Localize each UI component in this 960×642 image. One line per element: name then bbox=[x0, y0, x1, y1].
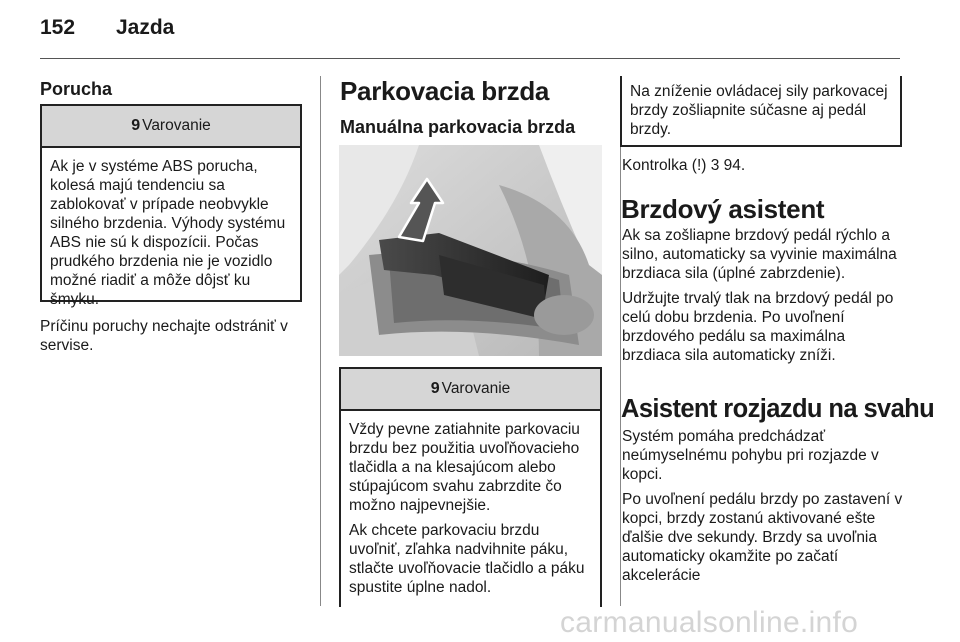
brake-assist-text bbox=[622, 226, 906, 371]
heading-brzdovy-asistent: Brzdový asistent bbox=[621, 194, 825, 224]
subheading-manualna: Manuálna parkovacia brzda bbox=[340, 117, 576, 137]
heading-hill-start-assist: Asistent rozjazdu na svahu bbox=[621, 395, 935, 423]
note-box bbox=[620, 76, 902, 147]
column-divider-right bbox=[620, 76, 621, 606]
warning-icon: 9 bbox=[430, 380, 440, 397]
hill-start-paragraph-2: Po uvoľnení pedálu brzdy po zastavení v kopci, brzdy zostanú aktivované ešte ďalšie dve sekundy. Brzdy sa uvoľnia automaticky okamžite po začatí akcelerácie bbox=[622, 491, 903, 584]
service-text: Príčinu poruchy nechajte odstrániť v servise. bbox=[40, 318, 288, 354]
section-title: Jazda bbox=[116, 16, 175, 39]
warning-paragraph-1: Vždy pevne zatiahnite parkovaciu brzdu bez použitia uvoľňovacieho tlačidla a na klesajúcom alebo stúpajúcom svahu zabrzdite čo možno najpevnejšie. bbox=[349, 421, 580, 514]
warning-header bbox=[341, 369, 600, 411]
warning-body bbox=[341, 411, 600, 597]
column-divider-left bbox=[320, 76, 321, 606]
parking-brake-illustration bbox=[339, 145, 602, 356]
warning-text: Ak je v systéme ABS porucha, kolesá majú tendenciu sa zablokovať v prípade neobvykle silného brzdenia. Výhody systému ABS nie sú k dispozícii. Počas prudkého brzdenia nie je vozidlo možné riadiť a môže dôjsť ku šmyku. bbox=[50, 158, 286, 308]
warning-header bbox=[42, 106, 300, 148]
warning-icon: 9 bbox=[131, 117, 141, 134]
hill-start-paragraph-1: Systém pomáha predchádzať neúmyselnému pohybu pri rozjazde v kopci. bbox=[622, 428, 879, 483]
header-divider bbox=[40, 58, 900, 59]
warning-paragraph-2: Ak chcete parkovaciu brzdu uvoľniť, zľahka nadvihnite páku, stlačte uvoľňovacie tlačidlo a páku spustite úplne nadol. bbox=[349, 522, 585, 596]
warning-title: Varovanie bbox=[142, 117, 211, 134]
warning-title: Varovanie bbox=[441, 380, 511, 397]
heading-porucha: Porucha bbox=[40, 79, 113, 99]
note-text: Na zníženie ovládacej sily parkovacej brzdy zošliapnite súčasne aj pedál brzdy. bbox=[630, 83, 888, 138]
warning-body bbox=[42, 148, 300, 309]
indicator-reference: Kontrolka (!) 3 94. bbox=[622, 157, 746, 174]
brake-assist-paragraph-1: Ak sa zošliapne brzdový pedál rýchlo a silno, automaticky sa vyvinie maximálna brzdiaca sila (úplné zabrzdenie). bbox=[622, 227, 897, 282]
watermark: carmanualsonline.info bbox=[560, 606, 859, 639]
hill-start-text bbox=[622, 427, 906, 591]
warning-box-parking bbox=[339, 367, 602, 607]
warning-box-abs bbox=[40, 104, 302, 308]
heading-parkovacia-brzda: Parkovacia brzda bbox=[340, 76, 550, 106]
brake-assist-paragraph-2: Udržujte trvalý tlak na brzdový pedál po celú dobu brzdenia. Po uvoľnení brzdového pedálu sa maximálna brzdiaca sila automaticky zníži. bbox=[622, 290, 894, 364]
page-number: 152 bbox=[40, 16, 76, 39]
